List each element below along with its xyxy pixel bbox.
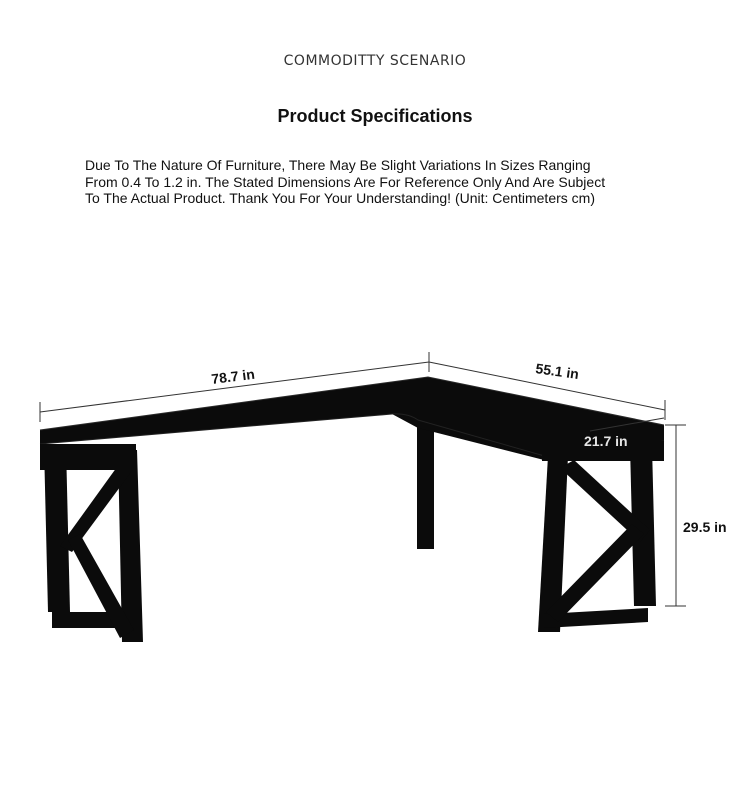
page-title: Product Specifications: [277, 106, 473, 126]
width-label: 55.1 in: [534, 360, 580, 383]
disclaimer-line: To The Actual Product. Thank You For Your Understanding! (Unit: Centimeters cm): [85, 190, 595, 206]
height-label: 29.5 in: [683, 519, 727, 535]
desk-left-leg: [44, 446, 143, 642]
depth-label: 21.7 in: [584, 433, 628, 449]
length-label: 78.7 in: [210, 365, 256, 387]
desk-right-leg: [538, 446, 656, 632]
desk-rear-leg: [417, 425, 434, 549]
scenario-heading: COMMODITTY SCENARIO: [283, 53, 467, 69]
disclaimer-line: From 0.4 To 1.2 in. The Stated Dimensions Are For Reference Only And Are Subject: [85, 173, 606, 190]
disclaimer-line: Due To The Nature Of Furniture, There May Be Slight Variations In Sizes Ranging: [85, 157, 591, 173]
